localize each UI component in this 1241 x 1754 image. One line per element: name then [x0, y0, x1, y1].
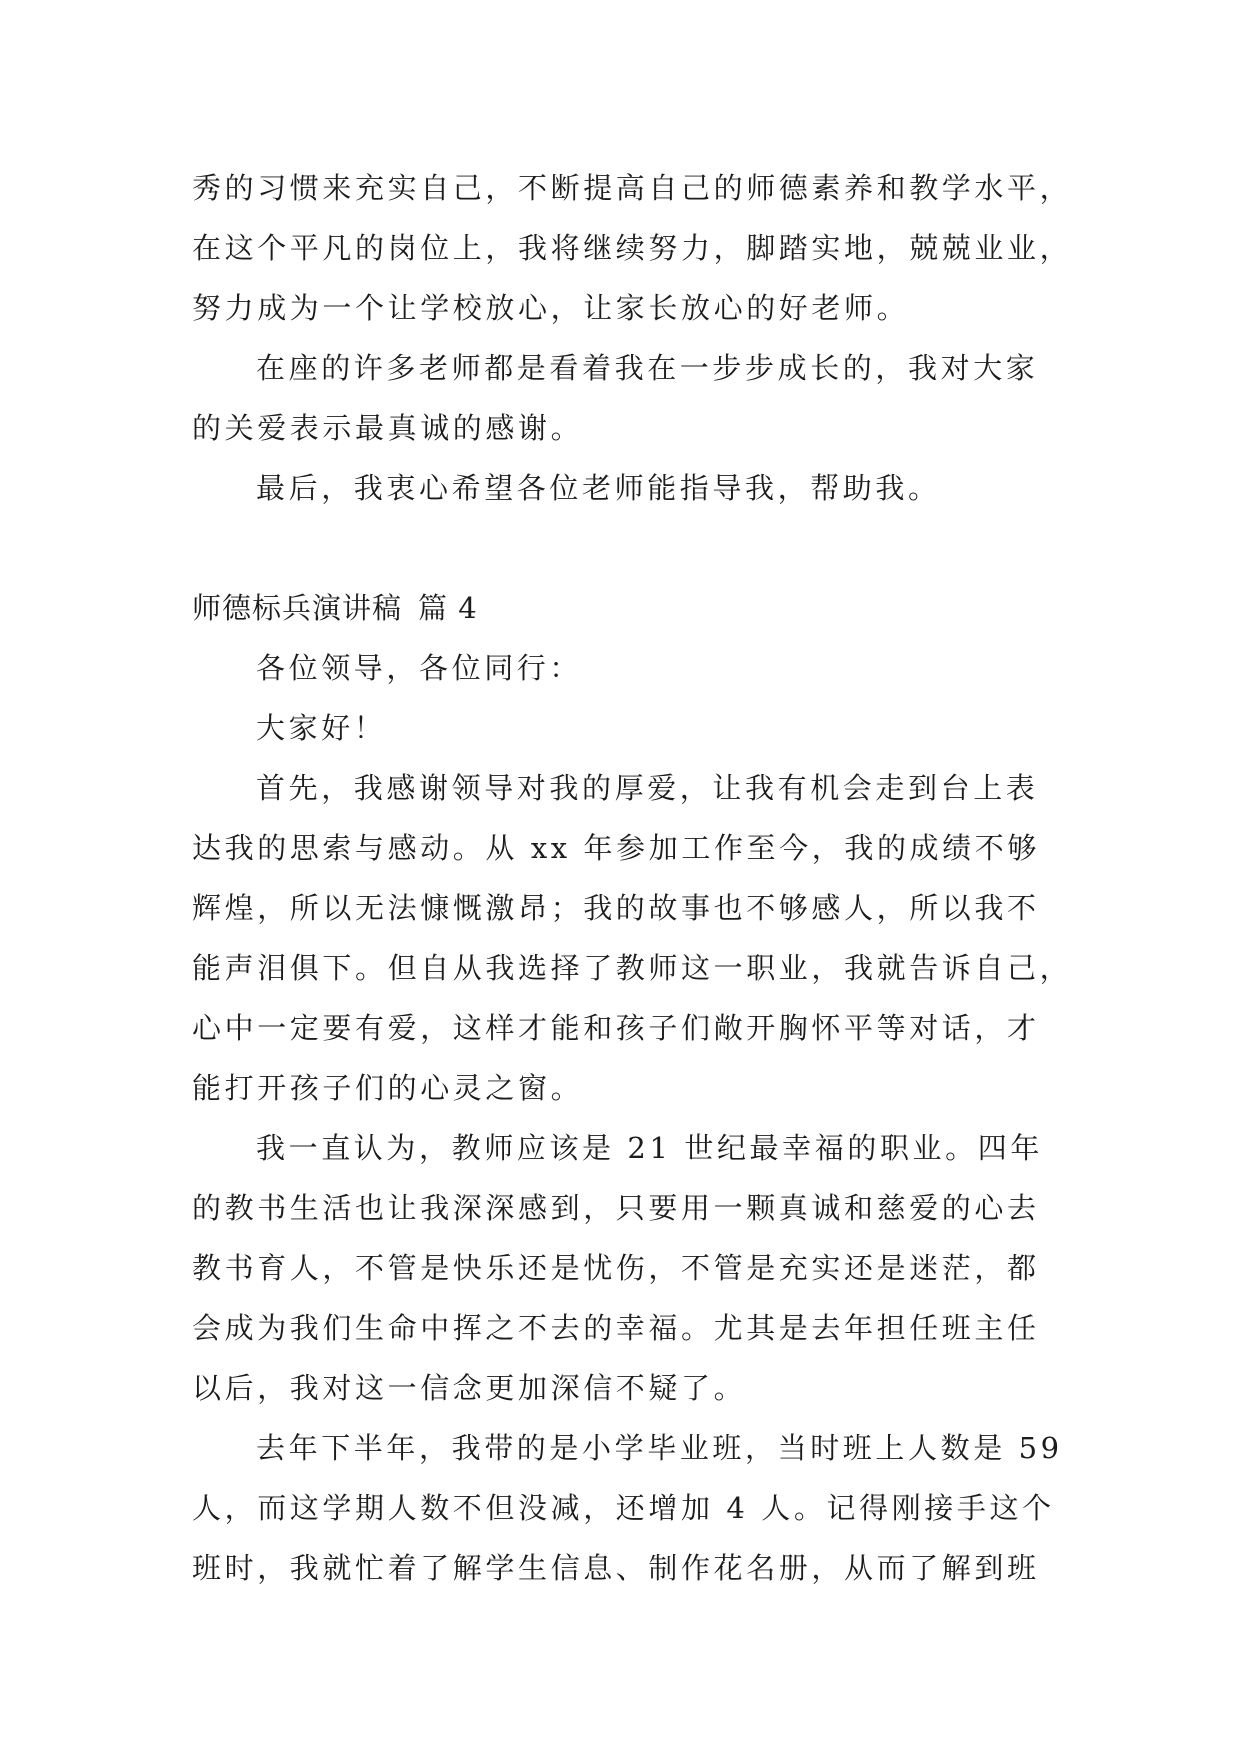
text-line: 在这个平凡的岗位上，我将继续努力，脚踏实地，兢兢业业， — [192, 231, 1073, 265]
text-line: 首先，我感谢领导对我的厚爱，让我有机会走到台上表 — [256, 771, 1039, 805]
text-line: 人，而这学期人数不但没减，还增加 4 人。记得刚接手这个 — [192, 1491, 1055, 1525]
paragraph-closing — [192, 458, 1072, 518]
paragraph-class — [192, 1418, 1072, 1598]
paragraph-belief — [192, 1118, 1072, 1418]
paragraph-intro — [192, 758, 1072, 1118]
text-line: 的教书生活也让我深深感到，只要用一颗真诚和慈爱的心去 — [192, 1191, 1040, 1225]
text-line: 能声泪俱下。但自从我选择了教师这一职业，我就告诉自己， — [192, 951, 1073, 985]
section-title: 师德标兵演讲稿 — [192, 591, 403, 625]
text-line: 努力成为一个让学校放心，让家长放心的好老师。 — [192, 291, 910, 325]
greeting-line: 大家好！ — [256, 711, 387, 745]
greeting-line: 各位领导，各位同行： — [256, 651, 583, 685]
text-line: 班时，我就忙着了解学生信息、制作花名册，从而了解到班 — [192, 1551, 1040, 1585]
text-line: 以后，我对这一信念更加深信不疑了。 — [192, 1371, 747, 1405]
paragraph-continued — [192, 158, 1072, 338]
text-line: 的关爱表示最真诚的感谢。 — [192, 411, 584, 445]
text-line: 在座的许多老师都是看着我在一步步成长的，我对大家 — [256, 351, 1039, 385]
text-line: 我一直认为，教师应该是 21 世纪最幸福的职业。四年 — [256, 1131, 1043, 1165]
section-heading — [192, 578, 1072, 638]
text-line: 达我的思索与感动。从 xx 年参加工作至今，我的成绩不够 — [192, 831, 1040, 865]
text-line: 最后，我衷心希望各位老师能指导我，帮助我。 — [256, 471, 941, 505]
text-line: 教书育人，不管是快乐还是忧伤，不管是充实还是迷茫，都 — [192, 1251, 1040, 1285]
text-line: 心中一定要有爱，这样才能和孩子们敞开胸怀平等对话，才 — [192, 1011, 1040, 1045]
text-line: 辉煌，所以无法慷慨激昂；我的故事也不够感人，所以我不 — [192, 891, 1040, 925]
text-line: 秀的习惯来充实自己，不断提高自己的师德素养和教学水平， — [192, 171, 1073, 205]
text-line: 会成为我们生命中挥之不去的幸福。尤其是去年担任班主任 — [192, 1311, 1040, 1345]
paragraph-thanks — [192, 338, 1072, 458]
text-line: 能打开孩子们的心灵之窗。 — [192, 1071, 584, 1105]
document-body — [192, 158, 1072, 1598]
section-chapter: 篇 4 — [418, 591, 478, 625]
text-line: 去年下半年，我带的是小学毕业班，当时班上人数是 59 — [256, 1431, 1063, 1465]
